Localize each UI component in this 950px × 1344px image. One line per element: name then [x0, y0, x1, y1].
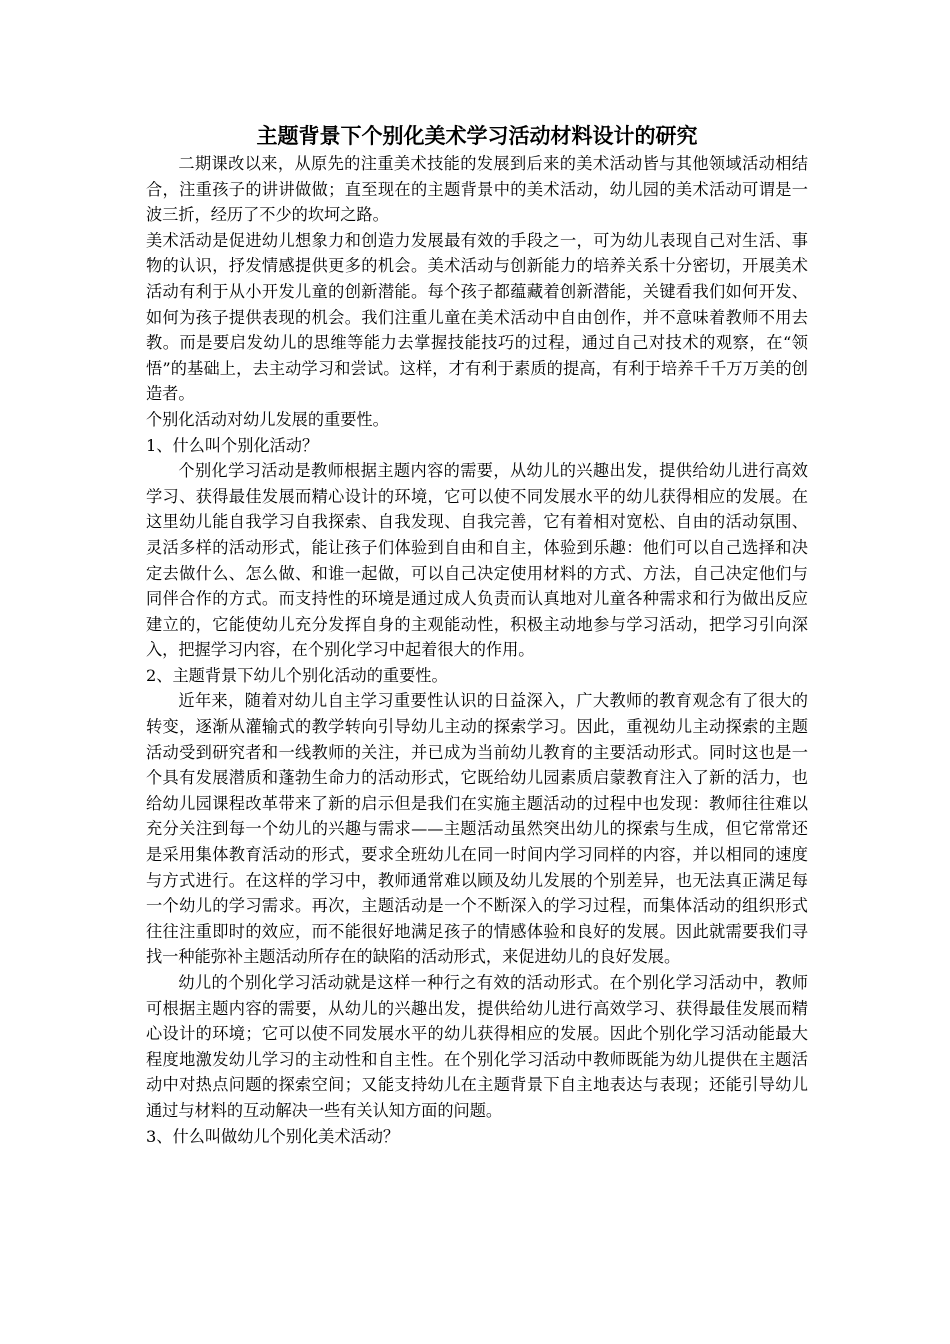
body-paragraph: 个别化学习活动是教师根据主题内容的需要，从幼儿的兴趣出发，提供给幼儿进行高效学习、获得最佳发展而精心设计的环境，它可以使不同发展水平的幼儿获得相应的发展。在这里幼儿能自我学习自我探索、自我发现、自我完善，它有着相对宽松、自由的活动氛围、灵活多样的活动形式，能让孩子们体验到自由和自主，体验到乐趣：他们可以自己选择和决定去做什么、怎么做、和谁一起做，可以自己决定使用材料的方式、方法，自己决定他们与同伴合作的方式。而支持性的环境是通过成人负责而认真地对儿童各种需求和行为做出反应建立的，它能使幼儿充分发挥自身的主观能动性，积极主动地参与学习活动，把学习引向深入，把握学习内容，在个别化学习中起着很大的作用。: [146, 461, 808, 660]
body-paragraph: 3、什么叫做幼儿个别化美术活动？: [146, 1126, 400, 1146]
body-paragraph: 幼儿的个别化学习活动就是这样一种行之有效的活动形式。在个别化学习活动中，教师可根据主题内容的需要，从幼儿的兴趣出发，提供给幼儿进行高效学习、获得最佳发展而精心设计的环境；它可以使不同发展水平的幼儿获得相应的发展。因此个别化学习活动能最大程度地激发幼儿学习的主动性和自主性。在个别化学习活动中教师既能为幼儿提供在主题活动中对热点问题的探索空间；又能支持幼儿在主题背景下自主地表达与表现；还能引导幼儿通过与材料的互动解决一些有关认知方面的问题。: [146, 973, 808, 1120]
body-paragraph: 1、什么叫个别化活动？: [146, 435, 319, 455]
body-paragraph: 个别化活动对幼儿发展的重要性。: [146, 409, 389, 429]
body-paragraph: 近年来，随着对幼儿自主学习重要性认识的日益深入，广大教师的教育观念有了很大的转变，逐渐从灌输式的教学转向引导幼儿主动的探索学习。因此，重视幼儿主动探索的主题活动受到研究者和一线教师的关注，并已成为当前幼儿教育的主要活动形式。同时这也是一个具有发展潜质和蓬勃生命力的活动形式，它既给幼儿园素质启蒙教育注入了新的活力，也给幼儿园课程改革带来了新的启示但是我们在实施主题活动的过程中也发现：教师往往难以充分关注到每一个幼儿的兴趣与需求——主题活动虽然突出幼儿的探索与生成，但它常常还是采用集体教育活动的形式，要求全班幼儿在同一时间内学习同样的内容，并以相同的速度与方式进行。在这样的学习中，教师通常难以顾及幼儿发展的个别差异，也无法真正满足每一个幼儿的学习需求。再次，主题活动是一个不断深入的学习过程，而集体活动的组织形式往往注重即时的效应，而不能很好地满足孩子的情感体验和良好的发展。因此就需要我们寻找一种能弥补主题活动所存在的缺陷的活动形式，来促进幼儿的良好发展。: [146, 691, 808, 967]
body-paragraph: 2、主题背景下幼儿个别化活动的重要性。: [146, 665, 448, 685]
document-page: [146, 121, 808, 1149]
body-paragraph: 二期课改以来，从原先的注重美术技能的发展到后来的美术活动皆与其他领域活动相结合，注重孩子的讲讲做做；直至现在的主题背景中的美术活动，幼儿园的美术活动可谓是一波三折，经历了不少的坎坷之路。: [146, 154, 808, 225]
document-body: [146, 151, 808, 1149]
body-paragraph: 美术活动是促进幼儿想象力和创造力发展最有效的手段之一，可为幼儿表现自己对生活、事物的认识，抒发情感提供更多的机会。美术活动与创新能力的培养关系十分密切，开展美术活动有利于从小开发儿童的创新潜能。每个孩子都蕴藏着创新潜能，关键看我们如何开发、如何为孩子提供表现的机会。我们注重儿童在美术活动中自由创作，并不意味着教师不用去教。而是要启发幼儿的思维等能力去掌握技能技巧的过程，通过自己对技术的观察，在“领悟”的基础上，去主动学习和尝试。这样，才有利于素质的提高，有利于培养千千万万美的创造者。: [146, 230, 808, 404]
document-title: 主题背景下个别化美术学习活动材料设计的研究: [256, 123, 698, 148]
